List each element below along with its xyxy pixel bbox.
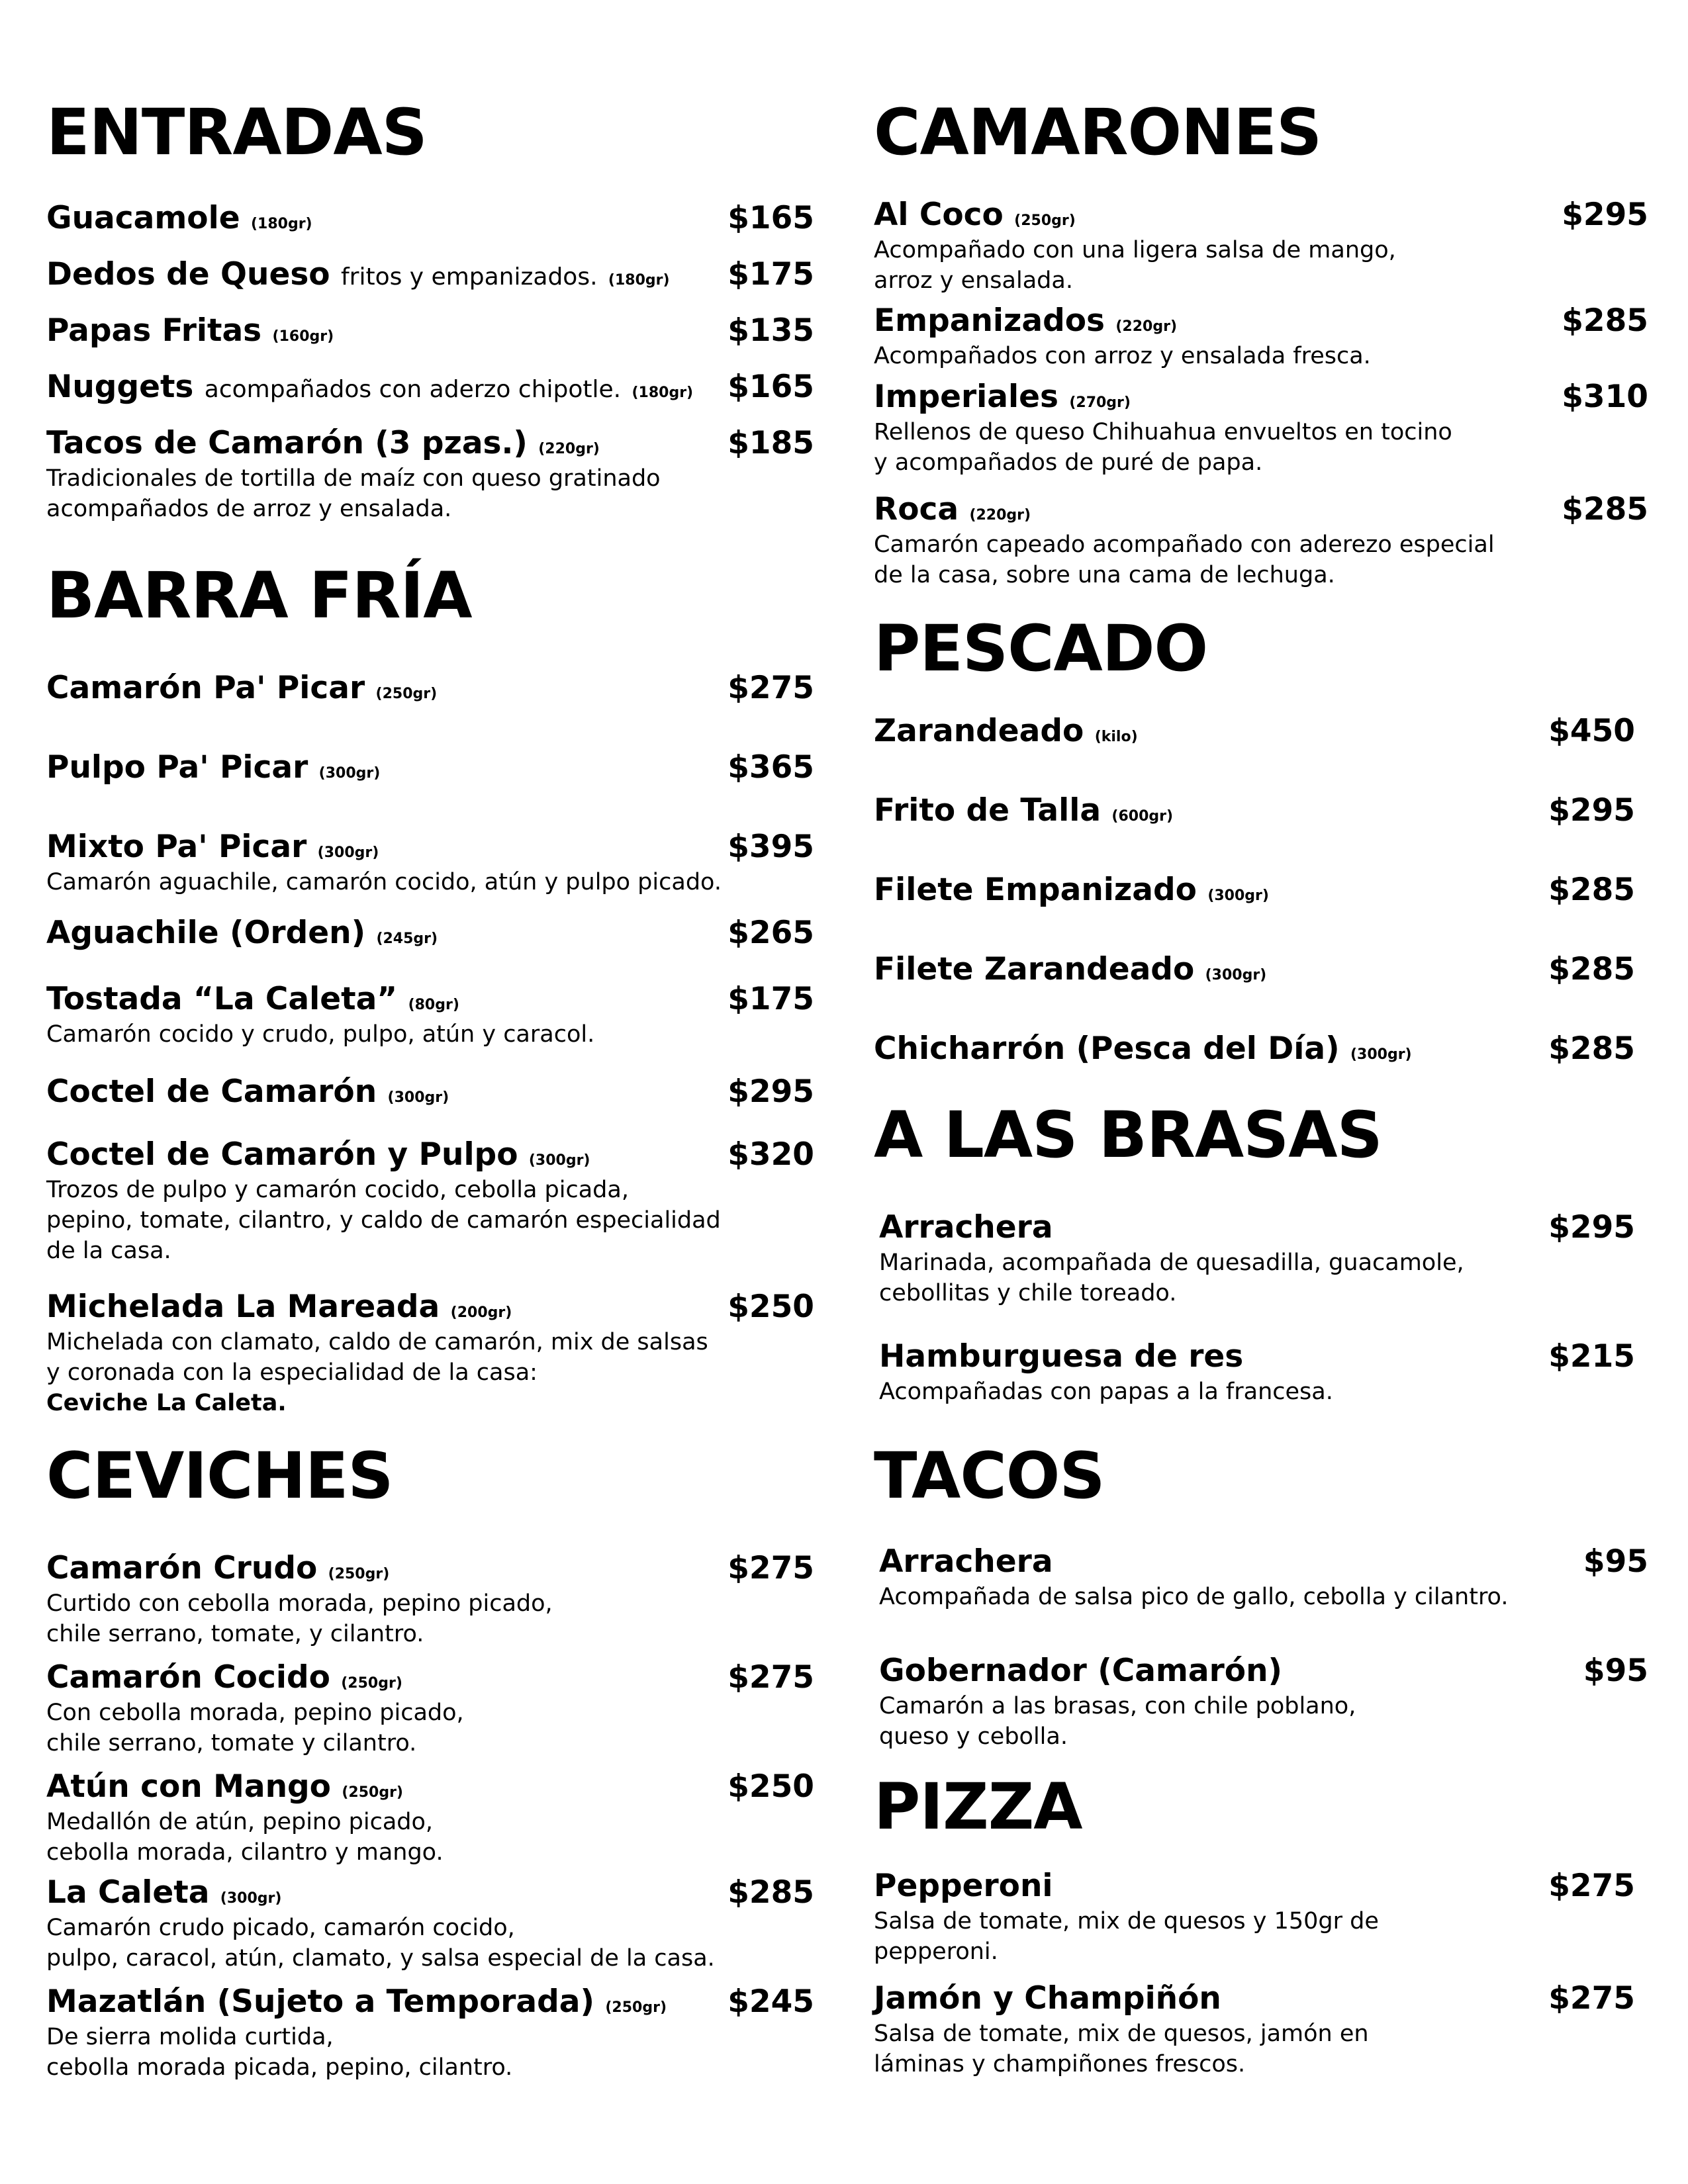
menu-item-inline-description: fritos y empanizados. [340, 263, 598, 291]
menu-item-description-line: Camarón a las brasas, con chile poblano, [879, 1693, 1356, 1719]
menu-item-row [874, 791, 1648, 831]
menu-item-description-line: acompañados de arroz y ensalada. [46, 496, 452, 522]
menu-item-description-line: Camarón capeado acompañado con aderezo especial [874, 531, 1495, 558]
menu-item [46, 1287, 814, 1418]
menu-item-heading [46, 668, 437, 714]
menu-item-name: Camarón Crudo [46, 1550, 318, 1586]
menu-item [879, 1208, 1648, 1308]
menu-item [874, 1029, 1648, 1069]
menu-item-name: Mazatlán (Sujeto a Temporada) [46, 1983, 594, 2020]
menu-item-description-line: Rellenos de queso Chihuahua envueltos en tocino [874, 419, 1452, 445]
menu-item [46, 311, 814, 351]
menu-item-price: $275 [727, 1659, 814, 1696]
menu-item-row [46, 668, 814, 708]
menu-item-description-line: pulpo, caracol, atún, clamato, y salsa especial de la casa. [46, 1945, 715, 1972]
menu-item-name: Empanizados [874, 302, 1105, 339]
section-title-camarones: CAMARONES [874, 95, 1322, 169]
menu-item-description [46, 2022, 814, 2083]
menu-item-price: $135 [727, 312, 814, 349]
menu-item-description-line: Medallón de atún, pepino picado, [46, 1809, 434, 1835]
menu-item-weight: (250gr) [328, 1566, 390, 1582]
menu-item-description-line: de la casa, sobre una cama de lechuga. [874, 562, 1335, 588]
menu-item-price: $275 [727, 1550, 814, 1586]
menu-item-description-line: Acompañada de salsa pico de gallo, cebolla y cilantro. [879, 1584, 1509, 1610]
menu-item-description [46, 1175, 814, 1266]
menu-item-name: Aguachile (Orden) [46, 915, 366, 951]
menu-item-price: $275 [727, 670, 814, 706]
menu-item-heading [46, 1982, 667, 2028]
menu-item-row [874, 301, 1648, 341]
menu-item-weight: (600gr) [1111, 808, 1174, 825]
menu-item-name: Camarón Pa' Picar [46, 670, 365, 706]
menu-item-price: $285 [727, 1874, 814, 1911]
menu-item-name: Camarón Cocido [46, 1659, 330, 1696]
section-title-ceviches: CEVICHES [46, 1439, 393, 1513]
menu-item-description-line: Marinada, acompañada de quesadilla, guacamole, [879, 1250, 1464, 1276]
menu-item [874, 195, 1648, 296]
menu-item-description-line: Con cebolla morada, pepino picado, [46, 1700, 464, 1726]
menu-item-description [874, 417, 1648, 478]
menu-item-description [879, 1248, 1648, 1308]
menu-item-price: $245 [727, 1983, 814, 2020]
menu-item-price: $275 [1548, 1980, 1635, 2017]
menu-item-name: Nuggets [46, 369, 194, 405]
menu-item-name: Filete Zarandeado [874, 951, 1195, 987]
menu-item-description-line: Michelada con clamato, caldo de camarón, mix de salsas [46, 1329, 708, 1355]
menu-item [874, 301, 1648, 371]
section-title-pescado: PESCADO [874, 612, 1208, 686]
menu-item-price: $95 [1583, 1543, 1648, 1580]
menu-item-description [46, 1913, 814, 1974]
menu-item-description [879, 1377, 1648, 1407]
menu-item-name: Mixto Pa' Picar [46, 829, 307, 865]
menu-item [874, 870, 1648, 910]
menu-item-heading [46, 827, 379, 873]
menu-item [46, 199, 814, 238]
menu-item [46, 668, 814, 708]
menu-item-weight: (300gr) [220, 1890, 282, 1907]
menu-item-heading [46, 979, 459, 1025]
menu-item [46, 1549, 814, 1649]
menu-item-description-line: cebollitas y chile toreado. [879, 1280, 1177, 1306]
menu-item-price: $95 [1583, 1653, 1648, 1689]
menu-item-description-line: Trozos de pulpo y camarón cocido, cebolla picada, [46, 1177, 629, 1203]
menu-item-row [874, 950, 1648, 989]
menu-item-weight: (220gr) [1115, 318, 1178, 335]
menu-item-price: $165 [727, 369, 814, 405]
menu-item-inline-description: acompañados con aderzo chipotle. [204, 376, 622, 403]
menu-item-row [46, 311, 814, 351]
menu-item-name: Arrachera [879, 1209, 1053, 1246]
menu-item-price: $285 [1562, 491, 1648, 527]
menu-item-weight: (220gr) [969, 507, 1031, 523]
menu-item-price: $265 [727, 915, 814, 951]
menu-item [46, 367, 814, 407]
menu-item-price: $285 [1562, 302, 1648, 339]
menu-item-row [46, 255, 814, 295]
menu-item-price: $310 [1562, 379, 1648, 415]
section-title-a-las-brasas: A LAS BRASAS [874, 1098, 1382, 1172]
menu-item-row [46, 1658, 814, 1698]
menu-item-row [874, 490, 1648, 529]
menu-item-description [46, 1807, 814, 1868]
menu-item-price: $275 [1548, 1868, 1635, 1904]
menu-item-heading [874, 490, 1031, 535]
menu-item [46, 827, 814, 897]
menu-item-weight: (250gr) [605, 1999, 667, 2016]
menu-item [46, 979, 814, 1050]
menu-item-description-line: Tradicionales de tortilla de maíz con queso gratinado [46, 465, 661, 492]
menu-item-heading [46, 1767, 403, 1813]
menu-item-description-line: pepino, tomate, cilantro, y caldo de camarón especialidad [46, 1207, 721, 1234]
menu-item-weight: (300gr) [528, 1152, 590, 1169]
menu-item-row [46, 748, 814, 788]
menu-item-weight: (160gr) [272, 328, 334, 345]
menu-item [46, 748, 814, 788]
menu-item-weight: (250gr) [1014, 212, 1076, 229]
menu-item-description-line: Salsa de tomate, mix de quesos y 150gr de [874, 1908, 1379, 1934]
menu-item-description [46, 1698, 814, 1758]
menu-item-row [46, 1549, 814, 1588]
menu-item-description-line: cebolla morada picada, pepino, cilantro. [46, 2054, 513, 2081]
menu-item-description-line: y coronada con la especialidad de la casa: [46, 1359, 538, 1386]
menu-item-weight: (180gr) [250, 216, 312, 232]
menu-item-heading [46, 1658, 402, 1704]
menu-item-weight: (80gr) [408, 997, 459, 1013]
menu-item-description-line: Acompañados con arroz y ensalada fresca. [874, 343, 1371, 369]
menu-item-name: Pepperoni [874, 1868, 1053, 1904]
menu-item-description-line: y acompañados de puré de papa. [874, 449, 1263, 476]
menu-item [874, 490, 1648, 590]
menu-item-heading [46, 913, 438, 959]
menu-item-heading [874, 711, 1138, 757]
menu-item-description-line: Curtido con cebolla morada, pepino picado, [46, 1590, 553, 1617]
menu-item-description-line: cebolla morada, cilantro y mango. [46, 1839, 444, 1866]
menu-item-price: $175 [727, 981, 814, 1017]
menu-item-description [46, 1588, 814, 1649]
menu-item [46, 424, 814, 524]
menu-item-row [46, 1072, 814, 1112]
menu-item-description-line: queso y cebolla. [879, 1723, 1068, 1750]
menu-item-heading [46, 1873, 281, 1919]
menu-item-name: Chicharrón (Pesca del Día) [874, 1030, 1340, 1067]
menu-item-price: $215 [1548, 1338, 1635, 1375]
menu-item-price: $185 [727, 425, 814, 461]
menu-item-description-line: pepperoni. [874, 1938, 998, 1965]
section-title-entradas: ENTRADAS [46, 95, 427, 169]
menu-item-price: $295 [727, 1073, 814, 1110]
menu-item [46, 1767, 814, 1868]
menu-item-row [46, 199, 814, 238]
menu-item-row [46, 1135, 814, 1175]
menu-item-row [874, 377, 1648, 417]
menu-item-name: Jamón y Champiñón [874, 1980, 1221, 2017]
menu-item-description-line: de la casa. [46, 1238, 171, 1264]
menu-item-price: $175 [727, 256, 814, 293]
menu-item-heading [46, 424, 600, 469]
menu-item-description-line: Camarón crudo picado, camarón cocido, [46, 1915, 515, 1941]
menu-item-price: $295 [1548, 1209, 1635, 1246]
menu-item-heading [46, 311, 334, 357]
section-title-barra-fria: BARRA FRÍA [46, 559, 472, 633]
menu-item [46, 1135, 814, 1266]
menu-item-heading [46, 748, 380, 794]
menu-item-row [874, 195, 1648, 235]
menu-item-row [46, 1873, 814, 1913]
menu-item-price: $250 [727, 1289, 814, 1325]
menu-item-description-line: chile serrano, tomate y cilantro. [46, 1730, 417, 1756]
section-title-pizza: PIZZA [874, 1770, 1082, 1844]
menu-item-heading [46, 1135, 590, 1181]
menu-item-row [874, 1979, 1648, 2019]
menu-item-row [879, 1208, 1648, 1248]
menu-item-price: $365 [727, 749, 814, 786]
menu-item-weight: (250gr) [342, 1784, 403, 1801]
menu-item-heading [874, 870, 1269, 916]
menu-item-row [46, 913, 814, 953]
menu-item-row [46, 979, 814, 1019]
menu-item-description [874, 1906, 1648, 1967]
menu-item [46, 1873, 814, 1974]
menu-item-name: Hamburguesa de res [879, 1338, 1244, 1375]
menu-item-name: Imperiales [874, 379, 1058, 415]
menu-item-heading [874, 950, 1266, 995]
menu-item-heading [46, 1072, 449, 1118]
menu-item-name: Filete Empanizado [874, 872, 1197, 908]
menu-item [46, 1658, 814, 1758]
menu-item-description [46, 1327, 814, 1418]
menu-item-row [879, 1337, 1648, 1377]
menu-item-name: Pulpo Pa' Picar [46, 749, 308, 786]
menu-item-description-line: láminas y champiñones frescos. [874, 2051, 1246, 2077]
menu-item-weight: (270gr) [1069, 394, 1131, 411]
menu-item-description-line: Salsa de tomate, mix de quesos, jamón en [874, 2021, 1369, 2047]
menu-item-weight: (300gr) [387, 1089, 449, 1106]
menu-item-description-line: arroz y ensalada. [874, 267, 1073, 294]
menu-item-row [46, 827, 814, 867]
menu-item-price: $285 [1548, 951, 1635, 987]
menu-item-description [874, 235, 1648, 296]
menu-item-heading [874, 301, 1177, 347]
menu-item-name: Frito de Talla [874, 792, 1102, 829]
menu-item-description [879, 1582, 1648, 1612]
menu-item-row [879, 1542, 1648, 1582]
menu-item [874, 1866, 1648, 1967]
menu-item-price: $285 [1548, 872, 1635, 908]
menu-item-row [874, 1866, 1648, 1906]
menu-item-weight: (300gr) [1207, 887, 1269, 904]
menu-item-row [46, 1982, 814, 2022]
menu-item-weight: (180gr) [632, 385, 694, 401]
menu-item-name: Gobernador (Camarón) [879, 1653, 1283, 1689]
menu-item [46, 1982, 814, 2083]
menu-item-name: Tacos de Camarón (3 pzas.) [46, 425, 528, 461]
menu-item-heading [46, 255, 670, 300]
menu-item-weight: (300gr) [1205, 967, 1267, 983]
menu-item-name: Al Coco [874, 197, 1004, 233]
menu-item-name: Guacamole [46, 200, 240, 236]
menu-item-heading [874, 1866, 1053, 1906]
menu-item-price: $395 [727, 829, 814, 865]
menu-item-price: $285 [1548, 1030, 1635, 1067]
menu-item-description-line: De sierra molida curtida, [46, 2024, 334, 2050]
menu-item-row [46, 367, 814, 407]
menu-item-description-line: Camarón cocido y crudo, pulpo, atún y caracol. [46, 1021, 595, 1048]
menu-item-weight: (300gr) [1350, 1046, 1412, 1063]
menu-item-price: $295 [1548, 792, 1635, 829]
menu-item-heading [879, 1542, 1053, 1582]
menu-item [874, 950, 1648, 989]
menu-item-heading [46, 367, 693, 413]
menu-item-name: Papas Fritas [46, 312, 262, 349]
menu-item-description-highlight: Ceviche La Caleta. [46, 1390, 287, 1416]
menu-item-description-line: Acompañado con una ligera salsa de mango, [874, 237, 1396, 263]
menu-item-weight: (180gr) [608, 272, 670, 289]
menu-item-price: $165 [727, 200, 814, 236]
menu-item-heading [879, 1208, 1053, 1248]
menu-item-name: Atún con Mango [46, 1768, 331, 1805]
menu-item [874, 1979, 1648, 2079]
menu-item-heading [874, 377, 1131, 423]
menu-item-price: $250 [727, 1768, 814, 1805]
menu-item [46, 1072, 814, 1112]
menu-item-name: Arrachera [879, 1543, 1053, 1580]
menu-item [874, 711, 1648, 751]
menu-item-description [874, 529, 1648, 590]
menu-item-weight: (kilo) [1094, 729, 1138, 745]
menu-item-row [879, 1651, 1648, 1691]
menu-item [879, 1337, 1648, 1407]
menu-item [879, 1651, 1648, 1752]
menu-item-heading [46, 1549, 389, 1594]
menu-item [874, 377, 1648, 478]
menu-item-weight: (245gr) [376, 931, 438, 947]
menu-item-heading [874, 195, 1076, 241]
menu-item-weight: (300gr) [317, 844, 379, 861]
menu-item-name: Tostada “La Caleta” [46, 981, 398, 1017]
menu-item-heading [46, 1287, 512, 1333]
menu-item [879, 1542, 1648, 1612]
menu-item-price: $295 [1562, 197, 1648, 233]
menu-item [874, 791, 1648, 831]
menu-item-description [46, 463, 814, 524]
menu-item-description [879, 1691, 1648, 1752]
menu-item-weight: (220gr) [538, 441, 600, 457]
menu-item-weight: (200gr) [450, 1304, 512, 1321]
menu-item-heading [879, 1651, 1282, 1691]
menu-item-name: Coctel de Camarón [46, 1073, 377, 1110]
menu-item-description-line: Camarón aguachile, camarón cocido, atún y pulpo picado. [46, 869, 722, 895]
menu-item-heading [879, 1337, 1243, 1377]
menu-item-name: Dedos de Queso [46, 256, 330, 293]
menu-item-row [46, 1287, 814, 1327]
menu-item-row [874, 1029, 1648, 1069]
menu-item-name: Coctel de Camarón y Pulpo [46, 1136, 518, 1173]
menu-item-price: $450 [1548, 713, 1635, 749]
menu-item-description-line: Acompañadas con papas a la francesa. [879, 1379, 1333, 1405]
menu-item-weight: (300gr) [318, 765, 381, 782]
menu-item-heading [874, 1979, 1221, 2019]
menu-item-heading [874, 1029, 1412, 1075]
section-title-tacos: TACOS [874, 1439, 1105, 1513]
menu-item-heading [874, 791, 1173, 837]
menu-item [46, 255, 814, 295]
menu-item-row [46, 1767, 814, 1807]
menu-item-description-line: chile serrano, tomate, y cilantro. [46, 1621, 424, 1647]
menu-item-name: Michelada La Mareada [46, 1289, 440, 1325]
menu-item-description [874, 2019, 1648, 2079]
menu-item-weight: (250gr) [341, 1675, 402, 1692]
menu-item-row [46, 424, 814, 463]
menu-item-name: La Caleta [46, 1874, 210, 1911]
menu-item-name: Roca [874, 491, 959, 527]
menu-item-row [874, 711, 1648, 751]
menu-item-price: $320 [727, 1136, 814, 1173]
menu-item-heading [46, 199, 312, 244]
menu-item-row [874, 870, 1648, 910]
menu-item [46, 913, 814, 953]
menu-item-name: Zarandeado [874, 713, 1084, 749]
menu-item-weight: (250gr) [375, 686, 438, 702]
